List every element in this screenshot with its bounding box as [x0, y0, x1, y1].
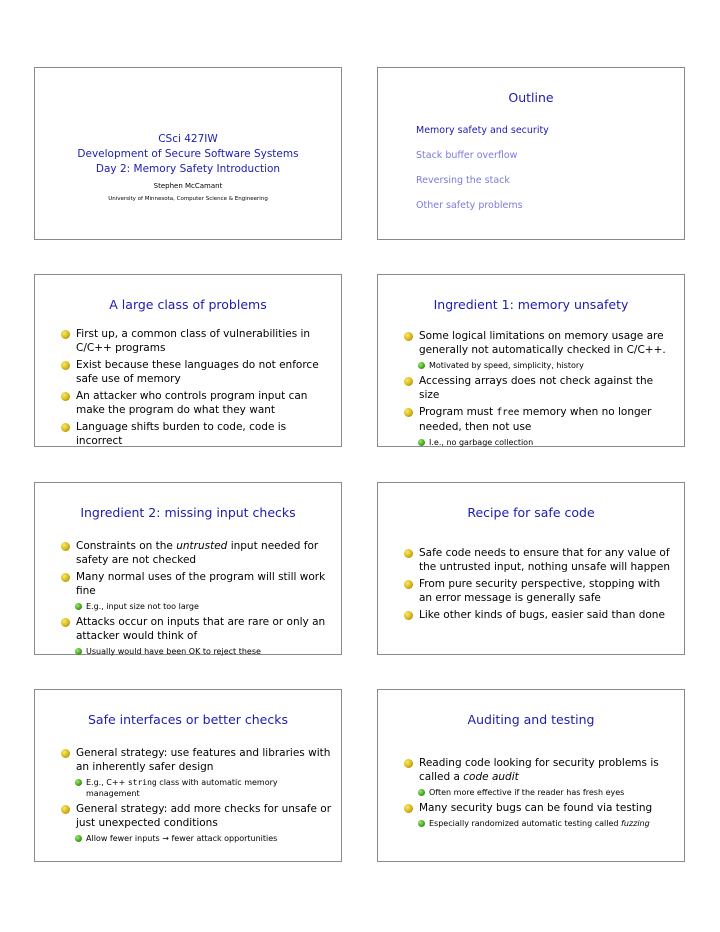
bullet-item — [404, 546, 676, 574]
bullet-item — [61, 539, 333, 567]
bullet-icon — [61, 618, 70, 627]
outline-item-4: Other safety problems — [416, 200, 523, 211]
bullet-item — [61, 802, 333, 830]
bullet-item — [404, 608, 676, 622]
slide-heading: A large class of problems — [109, 297, 267, 312]
bullet-icon — [404, 611, 413, 620]
author: Stephen McCamant — [153, 182, 223, 190]
bullet-text: Reading code looking for security problems is called a — [419, 757, 659, 783]
sub-bullet-item — [418, 787, 676, 798]
sub-bullet-text: E.g., C++ — [86, 778, 128, 787]
slide-heading: Auditing and testing — [467, 712, 595, 727]
title-block — [35, 132, 341, 202]
bullet-list — [404, 756, 676, 832]
sub-bullet-icon — [418, 789, 425, 796]
bullet-text: Attacks occur on inputs that are rare or only an attacker would think of — [76, 616, 326, 642]
sub-bullet-text: Usually would have been OK to reject these — [86, 647, 261, 656]
bullet-list — [404, 546, 676, 625]
bullet-text: Safe code needs to ensure that for any value of the untrusted input, nothing unsafe will happen — [419, 547, 671, 573]
bullet-item — [404, 756, 676, 784]
bullet-list — [61, 327, 333, 451]
bullet-icon — [404, 580, 413, 589]
bullet-item — [404, 801, 676, 815]
outline-item-1: Memory safety and security — [416, 125, 549, 136]
course-name: Development of Secure Software Systems — [77, 148, 299, 160]
slide-heading: Ingredient 1: memory unsafety — [433, 297, 629, 312]
slide-ingredient-1 — [377, 274, 685, 447]
bullet-item — [404, 329, 676, 357]
bullet-text: Like other kinds of bugs, easier said than done — [419, 609, 665, 621]
sub-bullet-item — [75, 833, 333, 844]
sub-bullet-text: class with automatic memory management — [86, 778, 278, 798]
code-text: string — [127, 778, 157, 787]
slide-ingredient-2 — [34, 482, 342, 655]
code-text: free — [496, 407, 520, 418]
bullet-text: General strategy: add more checks for unsafe or just unexpected conditions — [76, 803, 332, 829]
bullet-icon — [404, 549, 413, 558]
bullet-text: Many security bugs can be found via testing — [419, 802, 653, 814]
sub-bullet-item — [418, 360, 676, 371]
sub-bullet-item — [75, 601, 333, 612]
bullet-item — [61, 570, 333, 598]
bullet-text: First up, a common class of vulnerabilities in C/C++ programs — [76, 328, 311, 354]
sub-bullet-item — [418, 818, 676, 829]
bullet-icon — [61, 573, 70, 582]
slide-safe-interfaces — [34, 689, 342, 862]
bullet-item — [404, 405, 676, 434]
outline-item-3: Reversing the stack — [416, 175, 510, 186]
bullet-list — [404, 329, 676, 451]
bullet-text: input needed for safety are not checked — [76, 540, 319, 566]
slide-heading: Safe interfaces or better checks — [88, 712, 288, 727]
sub-bullet-icon — [75, 648, 82, 655]
sub-bullet-item — [418, 437, 676, 448]
bullet-icon — [61, 392, 70, 401]
bullet-text: Constraints on the — [76, 540, 177, 552]
bullet-icon — [404, 332, 413, 341]
sub-bullet-item — [75, 777, 333, 799]
sub-bullet-text: E.g., input size not too large — [86, 602, 199, 611]
bullet-item — [61, 746, 333, 774]
emphasis-text: untrusted — [176, 540, 228, 552]
sub-bullet-text: Often more effective if the reader has fresh eyes — [429, 788, 625, 797]
bullet-text: From pure security perspective, stopping with an error message is generally safe — [419, 578, 661, 604]
slide-heading: Recipe for safe code — [467, 505, 595, 520]
sub-bullet-text: Allow fewer inputs → fewer attack opportunities — [86, 834, 278, 843]
bullet-text: General strategy: use features and libraries with an inherently safer design — [76, 747, 331, 773]
sub-bullet-text: Especially randomized automatic testing called — [429, 819, 622, 828]
slide-auditing — [377, 689, 685, 862]
bullet-text: Some logical limitations on memory usage are generally not automatically checked in C/C++. — [419, 330, 666, 356]
sub-bullet-icon — [75, 835, 82, 842]
bullet-text: Language shifts burden to code, code is incorrect — [76, 421, 287, 447]
bullet-icon — [404, 377, 413, 386]
bullet-text: Program must — [419, 406, 497, 418]
outline-list — [416, 125, 549, 225]
bullet-item — [61, 358, 333, 386]
sub-bullet-icon — [418, 362, 425, 369]
bullet-icon — [61, 542, 70, 551]
bullet-icon — [61, 361, 70, 370]
bullet-text: An attacker who controls program input can make the program do what they want — [76, 390, 308, 416]
sub-bullet-icon — [418, 439, 425, 446]
bullet-item — [61, 420, 333, 448]
bullet-item — [61, 327, 333, 355]
emphasis-text: code audit — [463, 771, 519, 783]
outline-item-2: Stack buffer overflow — [416, 150, 518, 161]
bullet-icon — [404, 804, 413, 813]
institution: University of Minnesota, Computer Science & Engineering — [108, 196, 268, 202]
bullet-icon — [404, 408, 413, 417]
bullet-item — [61, 389, 333, 417]
sub-bullet-text: I.e., no garbage collection — [429, 438, 534, 447]
bullet-icon — [61, 330, 70, 339]
slide-title — [34, 67, 342, 240]
sub-bullet-item — [75, 646, 333, 657]
slide-large-class — [34, 274, 342, 447]
bullet-list — [61, 539, 333, 660]
sub-bullet-icon — [75, 603, 82, 610]
slide-recipe — [377, 482, 685, 655]
bullet-text: memory when no longer needed, then not use — [419, 406, 652, 433]
bullet-item — [404, 374, 676, 402]
lecture-title: Day 2: Memory Safety Introduction — [95, 163, 281, 175]
sub-bullet-icon — [418, 820, 425, 827]
bullet-text: Exist because these languages do not enforce safe use of memory — [76, 359, 319, 385]
bullet-icon — [404, 759, 413, 768]
bullet-text: Accessing arrays does not check against the size — [419, 375, 654, 401]
bullet-icon — [61, 805, 70, 814]
slide-heading: Outline — [508, 90, 554, 105]
course-code: CSci 427IW — [158, 133, 218, 145]
slide-outline — [377, 67, 685, 240]
sub-bullet-text: Motivated by speed, simplicity, history — [429, 361, 584, 370]
bullet-list — [61, 746, 333, 847]
bullet-icon — [61, 423, 70, 432]
bullet-item — [61, 615, 333, 643]
slide-heading: Ingredient 2: missing input checks — [80, 505, 296, 520]
sub-bullet-icon — [75, 779, 82, 786]
bullet-item — [404, 577, 676, 605]
bullet-text: Many normal uses of the program will still work fine — [76, 571, 326, 597]
bullet-icon — [61, 749, 70, 758]
emphasis-text: fuzzing — [621, 819, 650, 828]
